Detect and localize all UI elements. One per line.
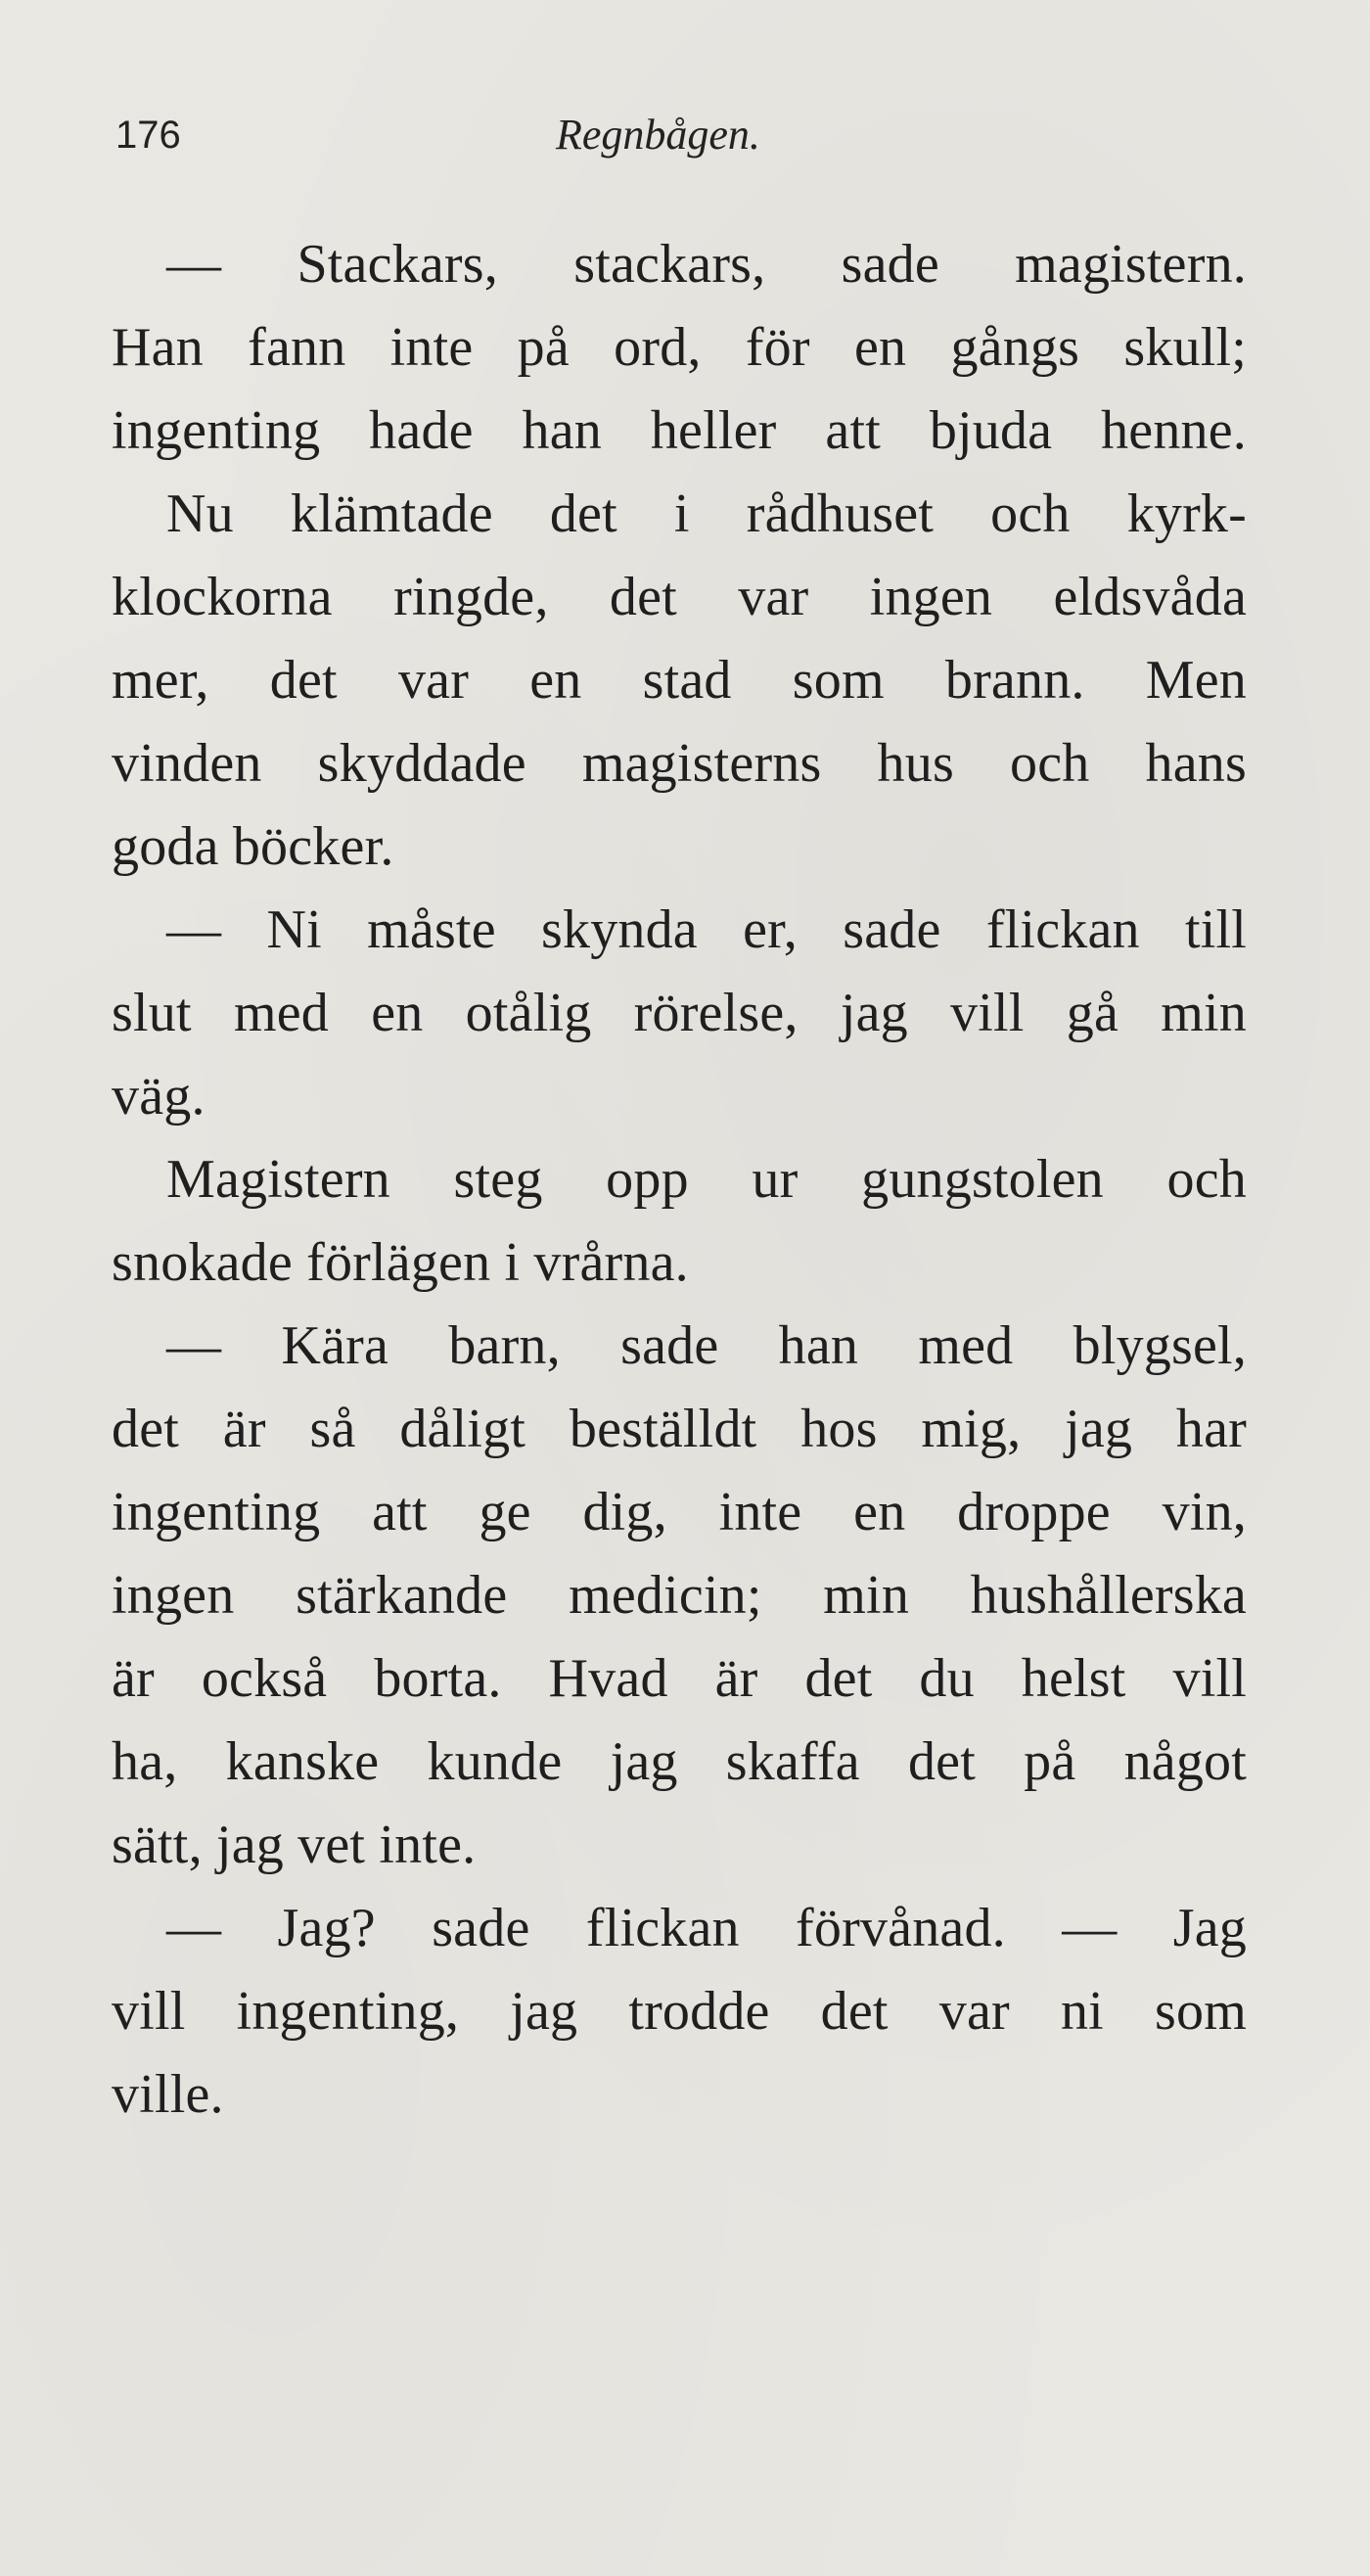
text-line: vinden skyddade magisterns hus och hans bbox=[112, 733, 1247, 794]
text-line: — Kära barn, sade han med blygsel, bbox=[166, 1315, 1247, 1376]
text-line: Han fann inte på ord, för en gångs skull; bbox=[112, 317, 1247, 378]
text-line: goda böcker. bbox=[112, 816, 394, 877]
page-number: 176 bbox=[115, 114, 181, 157]
text-body bbox=[112, 223, 1247, 2137]
text-line: — Jag? sade flickan förvånad. — Jag bbox=[166, 1898, 1247, 1958]
page-header bbox=[115, 106, 1241, 164]
text-line: sätt, jag vet inte. bbox=[112, 1815, 477, 1875]
text-line: klockorna ringde, det var ingen eldsvåda bbox=[112, 567, 1247, 627]
text-line: ingenting hade han heller att bjuda henne. bbox=[112, 400, 1247, 461]
text-line: slut med en otålig rörelse, jag vill gå min bbox=[112, 983, 1247, 1043]
text-line: — Stackars, stackars, sade magistern. bbox=[166, 234, 1247, 295]
text-line: det är så dåligt beställdt hos mig, jag har bbox=[112, 1399, 1247, 1459]
running-title: Regnbågen. bbox=[556, 111, 760, 159]
text-line: ville. bbox=[112, 2064, 224, 2125]
text-line: är också borta. Hvad är det du helst vill bbox=[112, 1648, 1247, 1709]
text-line: snokade förlägen i vrårna. bbox=[112, 1232, 689, 1293]
text-line: Nu klämtade det i rådhuset och kyrk- bbox=[166, 483, 1247, 544]
text-line: väg. bbox=[112, 1066, 206, 1127]
text-line: — Ni måste skynda er, sade flickan till bbox=[166, 899, 1247, 960]
text-line: ingenting att ge dig, inte en droppe vin, bbox=[112, 1482, 1247, 1542]
text-line: Magistern steg opp ur gungstolen och bbox=[166, 1149, 1247, 1210]
text-line: vill ingenting, jag trodde det var ni som bbox=[112, 1981, 1247, 2042]
text-line: ha, kanske kunde jag skaffa det på något bbox=[112, 1731, 1247, 1792]
text-line: mer, det var en stad som brann. Men bbox=[112, 650, 1247, 711]
text-line: ingen stärkande medicin; min hushållerska bbox=[112, 1565, 1247, 1626]
